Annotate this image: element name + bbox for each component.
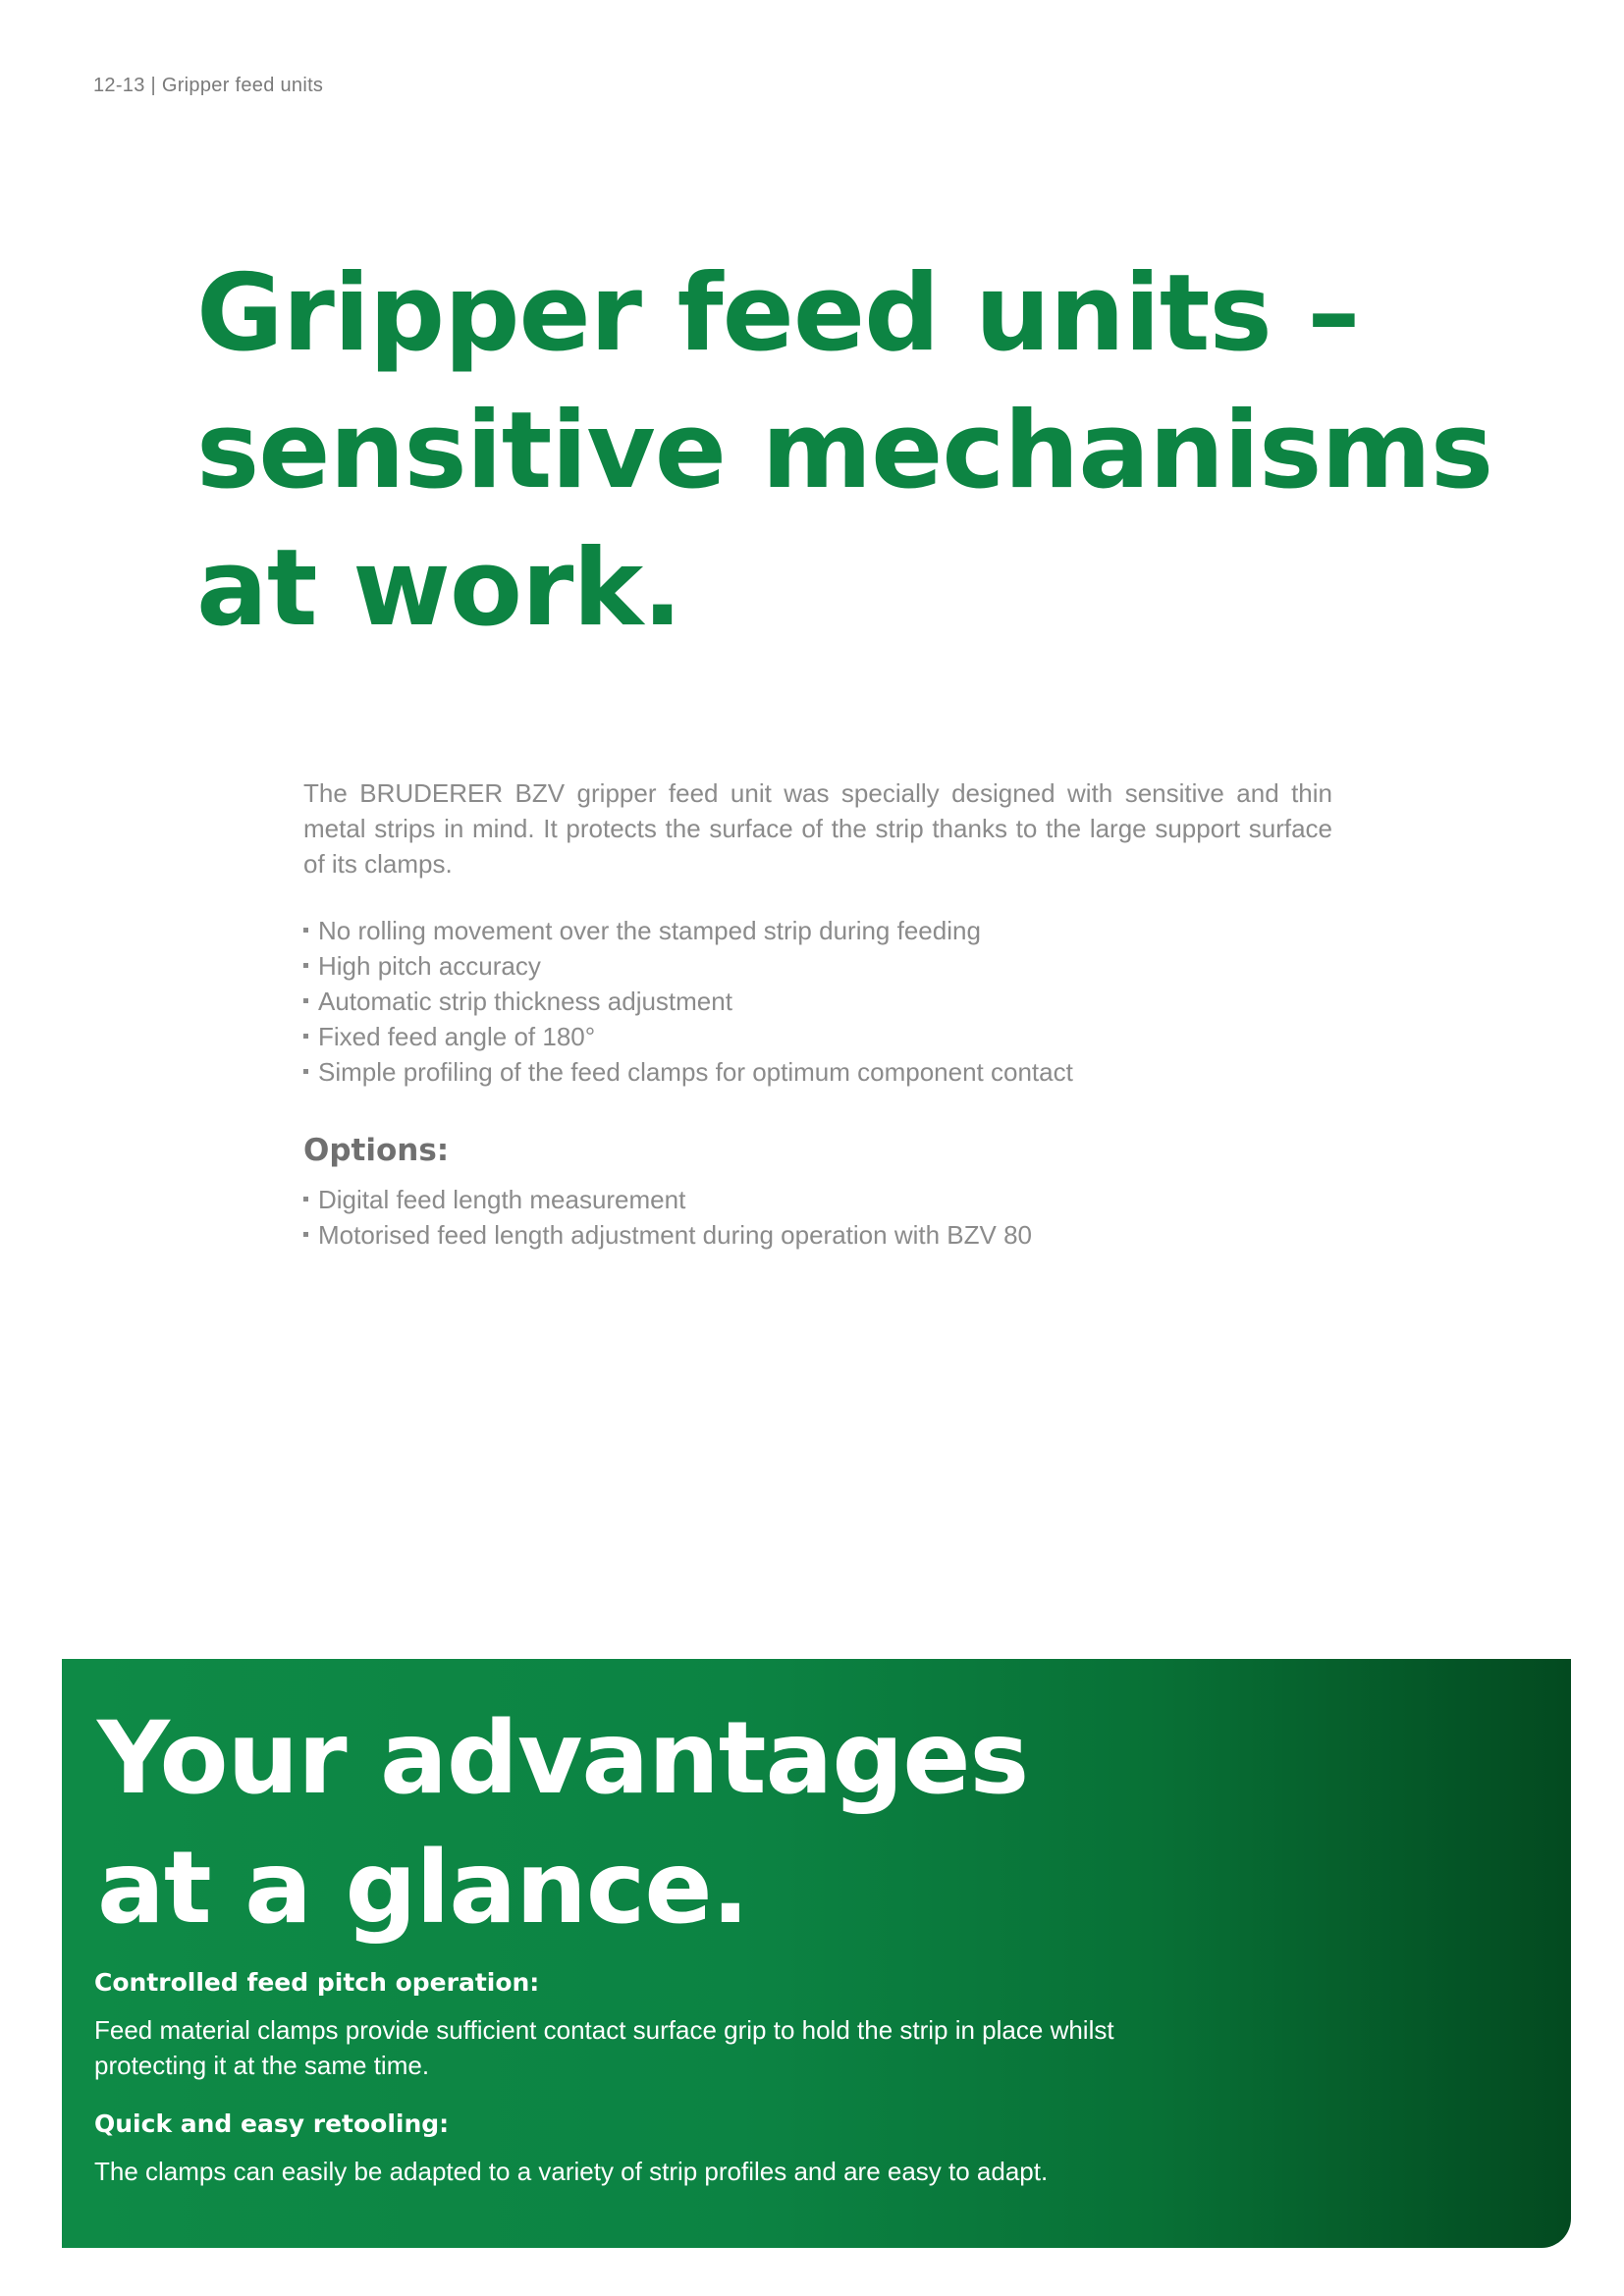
advantage-heading: Controlled feed pitch operation: <box>94 1968 540 1997</box>
advantages-title-line: at a glance. <box>97 1830 749 1947</box>
feature-item <box>303 984 1332 1019</box>
feature-item <box>303 1054 1332 1090</box>
bullet-icon <box>303 1232 308 1237</box>
headline-line: sensitive mechanisms <box>196 390 1493 512</box>
feature-item <box>303 913 1332 948</box>
advantages-list <box>94 1965 1223 2213</box>
feature-text: Fixed feed angle of 180° <box>318 1022 596 1051</box>
advantage-text: The clamps can easily be adapted to a variety of strip profiles and are easy to adapt. <box>94 2157 1049 2186</box>
headline-line: at work. <box>196 527 682 650</box>
option-item <box>303 1217 1332 1253</box>
options-list <box>303 1182 1332 1253</box>
option-text: Motorised feed length adjustment during operation with BZV 80 <box>318 1220 1032 1250</box>
options-heading: Options: <box>303 1133 450 1168</box>
option-text: Digital feed length measurement <box>318 1185 686 1214</box>
option-item <box>303 1182 1332 1217</box>
bullet-icon <box>303 1034 308 1039</box>
bullet-icon <box>303 963 308 968</box>
feature-item <box>303 948 1332 984</box>
running-header: 12-13 | Gripper feed units <box>93 75 324 96</box>
intro-paragraph: The BRUDERER BZV gripper feed unit was specially designed with sensitive and thin metal strips in mind. It protects the surface of the strip thanks to the large support surface of its clamps. <box>303 778 1332 879</box>
advantages-title-line: Your advantages <box>97 1700 1029 1817</box>
feature-list <box>303 913 1332 1090</box>
feature-text: High pitch accuracy <box>318 951 541 981</box>
feature-item <box>303 1019 1332 1054</box>
body-copy <box>303 775 1332 1253</box>
bullet-icon <box>303 928 308 933</box>
advantage-text: Feed material clamps provide sufficient contact surface grip to hold the strip in place whilst protecting it at the same time. <box>94 2015 1114 2080</box>
bullet-icon <box>303 1069 308 1074</box>
headline-line: Gripper feed units – <box>196 252 1360 375</box>
feature-text: Automatic strip thickness adjustment <box>318 987 732 1016</box>
feature-text: Simple profiling of the feed clamps for optimum component contact <box>318 1057 1073 1087</box>
feature-text: No rolling movement over the stamped strip during feeding <box>318 916 981 945</box>
bullet-icon <box>303 998 308 1003</box>
advantages-title <box>97 1694 1028 1953</box>
advantages-panel <box>62 1659 1571 2248</box>
advantage-heading: Quick and easy retooling: <box>94 2109 450 2138</box>
bullet-icon <box>303 1197 308 1201</box>
page-headline <box>196 245 1551 658</box>
